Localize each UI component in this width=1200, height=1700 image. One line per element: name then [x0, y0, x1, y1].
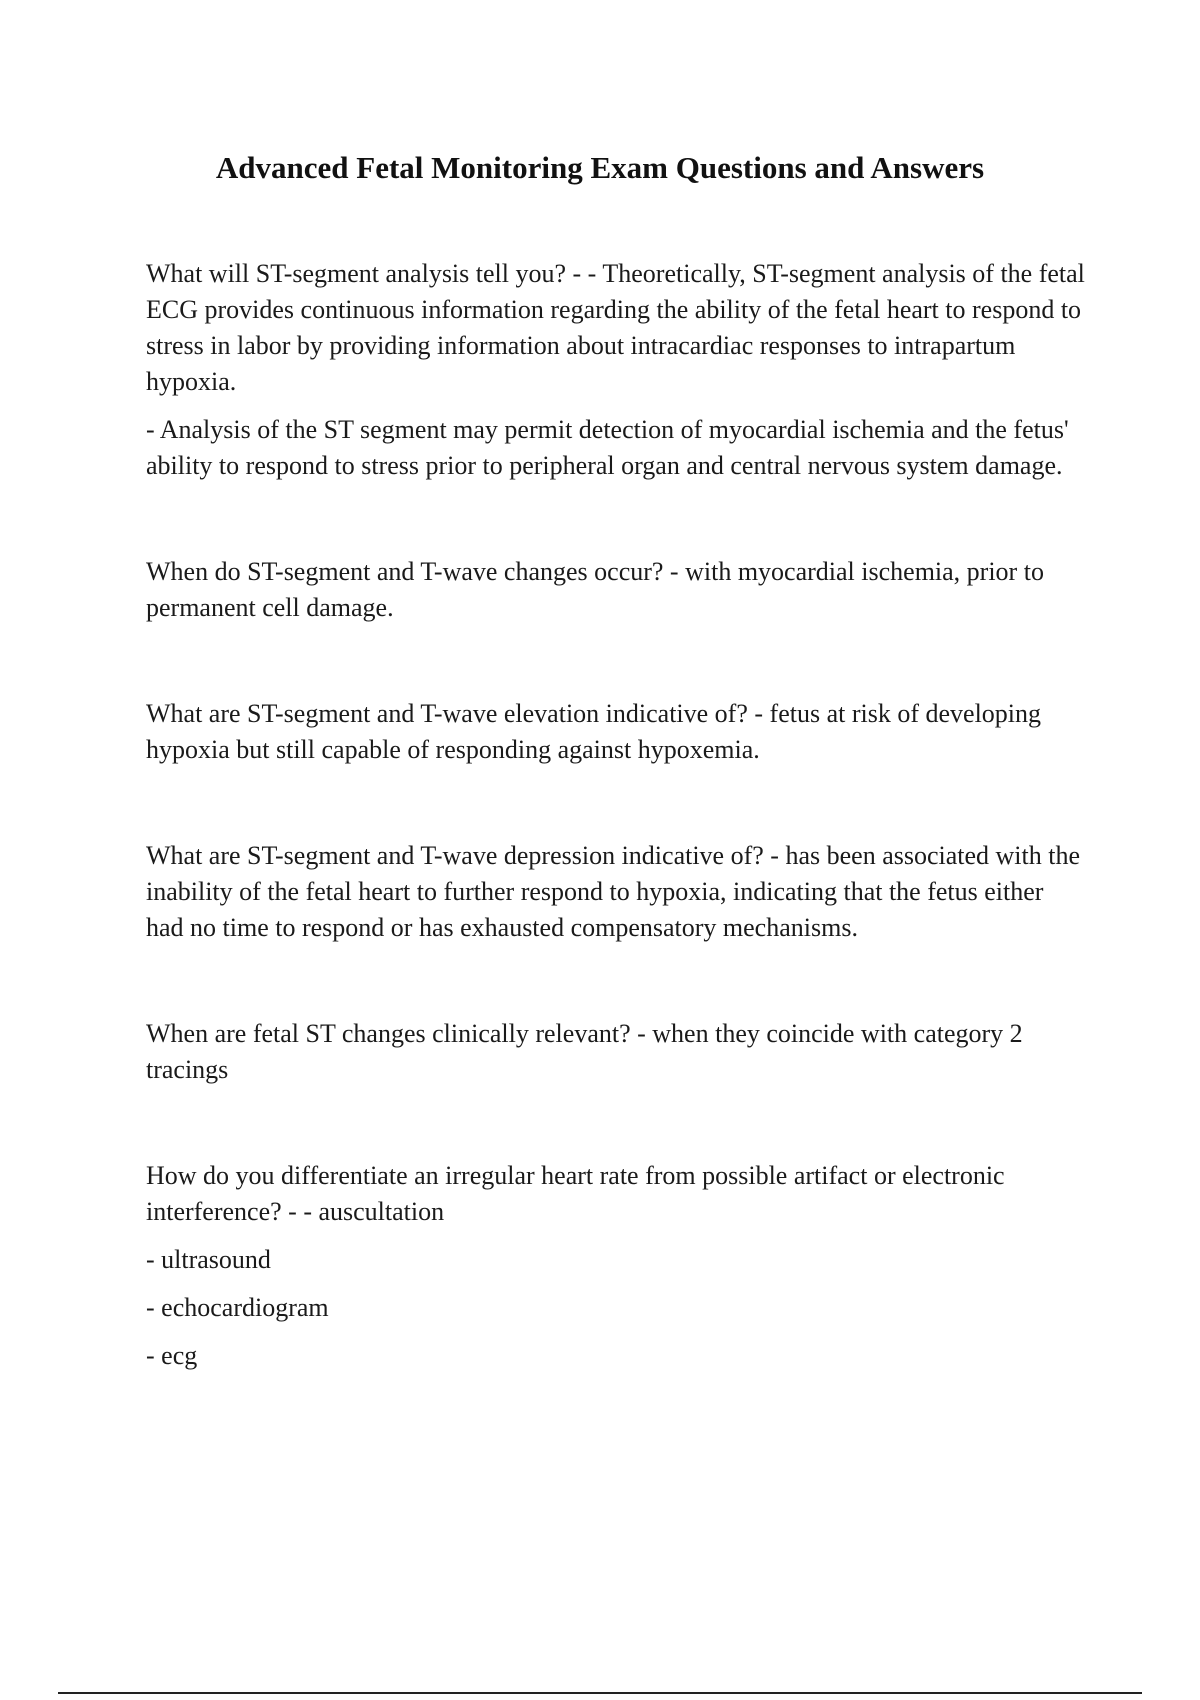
qa-paragraph: When are fetal ST changes clinically relevant? - when they coincide with category 2 tracings	[146, 1019, 1023, 1084]
qa-paragraph: What are ST-segment and T-wave depression indicative of? - has been associated with the inability of the fetal heart to further respond to hypoxia, indicating that the fetus either had no time to respond or has exhausted compensatory mechanisms.	[146, 841, 1081, 942]
list-item: - echocardiogram	[146, 1293, 329, 1322]
document-title: Advanced Fetal Monitoring Exam Questions and Answers	[215, 150, 985, 185]
qa-item-irregular-heart-rate	[146, 1158, 1086, 1374]
document-body	[146, 256, 1086, 1386]
qa-paragraph: What will ST-segment analysis tell you? - - Theoretically, ST-segment analysis of the fetal ECG provides continuous information regarding the ability of the fetal heart to respond to stress in labor by providing information about intracardiac responses to intrapartum hypoxia.	[146, 259, 1085, 396]
qa-item-clinically-relevant	[146, 1016, 1086, 1088]
qa-paragraph: - Analysis of the ST segment may permit detection of myocardial ischemia and the fetus' ability to respond to stress prior to peripheral organ and central nervous system damage.	[146, 415, 1069, 480]
list-item: - ecg	[146, 1341, 198, 1370]
footer-divider	[58, 1692, 1142, 1694]
qa-item-st-t-changes	[146, 554, 1086, 626]
qa-paragraph: How do you differentiate an irregular heart rate from possible artifact or electronic interference? - - auscultation	[146, 1161, 1005, 1226]
list-item: - ultrasound	[146, 1245, 271, 1274]
qa-item-st-analysis	[146, 256, 1086, 484]
qa-item-elevation	[146, 696, 1086, 768]
qa-item-depression	[146, 838, 1086, 946]
qa-paragraph: When do ST-segment and T-wave changes occur? - with myocardial ischemia, prior to permanent cell damage.	[146, 557, 1044, 622]
qa-paragraph: What are ST-segment and T-wave elevation indicative of? - fetus at risk of developing hypoxia but still capable of responding against hypoxemia.	[146, 699, 1042, 764]
